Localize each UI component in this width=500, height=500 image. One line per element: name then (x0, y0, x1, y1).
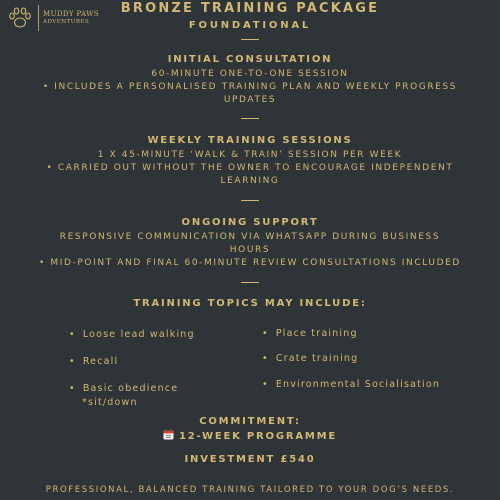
topic-item (262, 352, 358, 366)
consultation-heading: INITIAL CONSULTATION (167, 54, 333, 65)
investment: INVESTMENT £540 (184, 454, 316, 465)
topic-item (69, 355, 118, 369)
support-line-3: • MID-POINT AND FINAL 60-MINUTE REVIEW CONSULTATIONS INCLUDED (39, 258, 461, 268)
support-line-2: HOURS (229, 245, 271, 255)
topics-heading: TRAINING TOPICS MAY INCLUDE: (133, 298, 367, 309)
commitment-value-row (0, 429, 500, 442)
consultation-line-1: 60-MINUTE ONE-TO-ONE SESSION (151, 69, 349, 79)
weekly-line-3: LEARNING (220, 176, 280, 186)
topic-label: Crate training (275, 353, 359, 364)
consultation-line-2: • INCLUDES A PERSONALISED TRAINING PLAN AND WEEKLY PROGRESS (42, 82, 458, 92)
topic-item (69, 328, 195, 342)
topic-item (262, 327, 358, 341)
bullet-icon: • (69, 383, 76, 394)
topic-label-continued: *sit/down (82, 397, 138, 408)
commitment-label: COMMITMENT: (199, 416, 301, 427)
topic-label: Environmental Socialisation (275, 379, 441, 390)
brand-line-2: ADVENTURES (43, 18, 90, 25)
commitment-value: 12-WEEK PROGRAMME (178, 431, 338, 442)
topic-label: Recall (82, 356, 119, 367)
divider-2 (241, 118, 259, 119)
divider-1 (241, 39, 259, 40)
calendar-icon (163, 429, 174, 440)
package-title: BRONZE TRAINING PACKAGE (120, 1, 380, 16)
bullet-icon: • (69, 329, 76, 340)
topic-label: Place training (275, 328, 358, 339)
weekly-heading: WEEKLY TRAINING SESSIONS (147, 135, 353, 146)
weekly-line-1: 1 X 45-MINUTE ‘WALK & TRAIN’ SESSION PER WEEK (97, 150, 403, 160)
bullet-icon: • (262, 353, 269, 364)
brand-line-1: MUDDY PAWS (43, 9, 99, 18)
divider-3 (241, 200, 259, 201)
topic-label: Loose lead walking (82, 329, 195, 340)
topic-item (69, 382, 178, 396)
consultation-line-3: UPDATES (223, 95, 277, 105)
weekly-line-2: • CARRIED OUT WITHOUT THE OWNER TO ENCOURAGE INDEPENDENT (46, 163, 454, 173)
package-subtitle: FOUNDATIONAL (188, 20, 312, 31)
support-line-1: RESPONSIVE COMMUNICATION VIA WHATSAPP DURING BUSINESS (59, 232, 441, 242)
footer-tagline: PROFESSIONAL, BALANCED TRAINING TAILORED TO YOUR DOG’S NEEDS. (45, 485, 455, 495)
bullet-icon: • (69, 356, 76, 367)
support-heading: ONGOING SUPPORT (181, 217, 319, 228)
divider-4 (241, 282, 259, 283)
bullet-icon: • (262, 328, 269, 339)
bullet-icon: • (262, 379, 269, 390)
topic-label: Basic obedience (82, 383, 179, 394)
topic-item (262, 378, 440, 392)
